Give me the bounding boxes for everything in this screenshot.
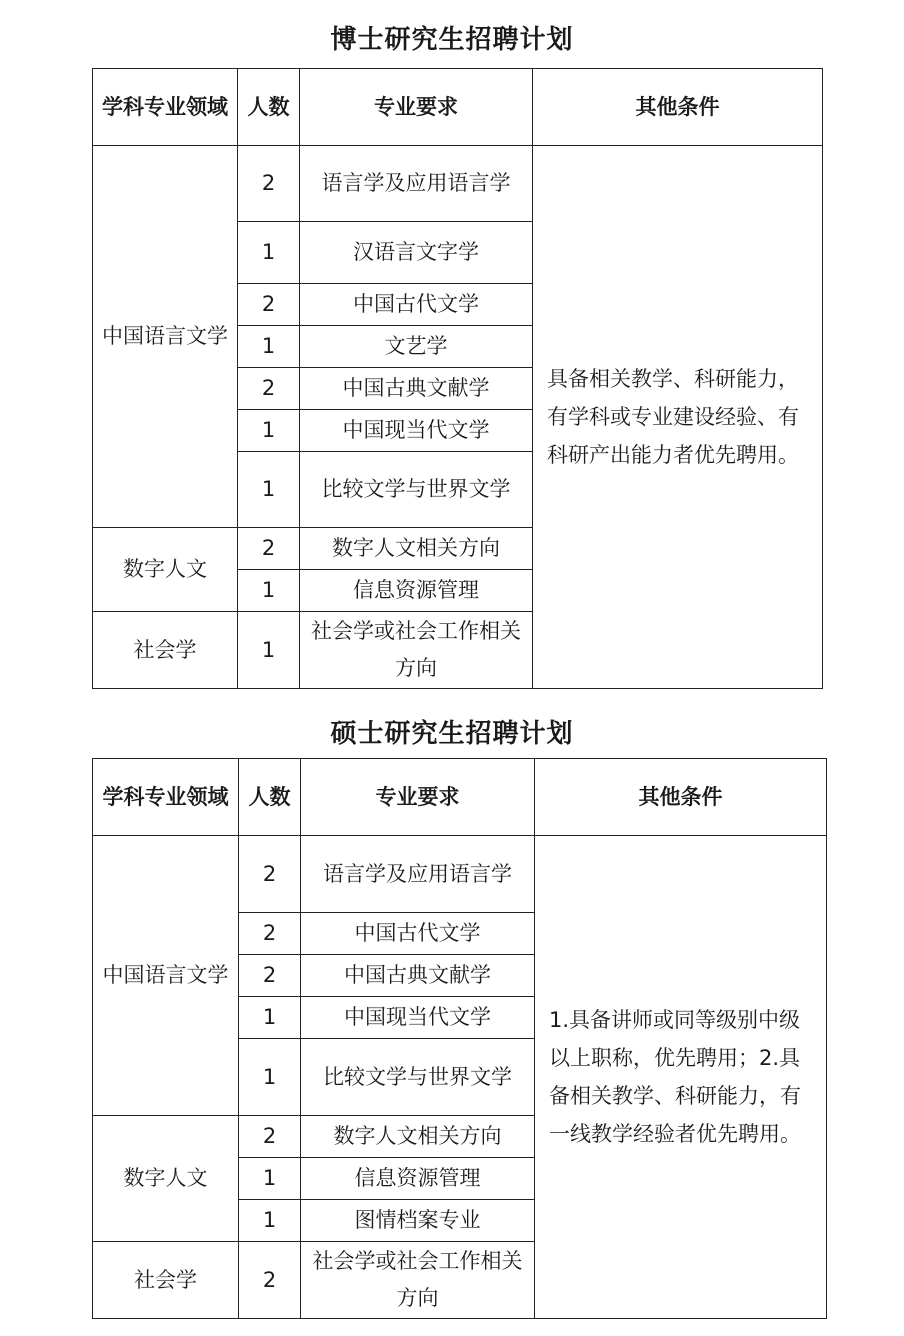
table-row — [93, 146, 823, 222]
count-cell: 1 — [238, 452, 300, 528]
header-requirement: 专业要求 — [300, 69, 533, 146]
requirement-cell: 文艺学 — [300, 326, 533, 368]
count-cell: 2 — [239, 1116, 301, 1158]
field-cell: 数字人文 — [93, 1116, 239, 1242]
count-cell: 2 — [238, 528, 300, 570]
requirement-cell: 语言学及应用语言学 — [300, 146, 533, 222]
table-header-row — [93, 69, 823, 146]
requirement-cell: 数字人文相关方向 — [301, 1116, 535, 1158]
count-cell: 1 — [239, 1039, 301, 1116]
requirement-cell: 中国现当代文学 — [301, 997, 535, 1039]
requirement-cell: 信息资源管理 — [301, 1158, 535, 1200]
header-other: 其他条件 — [533, 69, 823, 146]
table-row — [93, 836, 827, 913]
count-cell: 2 — [238, 284, 300, 326]
field-cell: 数字人文 — [93, 528, 238, 612]
requirement-cell: 语言学及应用语言学 — [301, 836, 535, 913]
requirement-cell: 中国古典文献学 — [300, 368, 533, 410]
header-requirement: 专业要求 — [301, 759, 535, 836]
requirement-cell: 中国现当代文学 — [300, 410, 533, 452]
count-cell: 1 — [239, 1200, 301, 1242]
field-cell: 社会学 — [93, 1242, 239, 1319]
requirement-cell: 数字人文相关方向 — [300, 528, 533, 570]
count-cell: 2 — [238, 368, 300, 410]
count-cell: 1 — [238, 570, 300, 612]
requirement-cell: 信息资源管理 — [300, 570, 533, 612]
count-cell: 2 — [239, 836, 301, 913]
other-conditions-cell: 1.具备讲师或同等级别中级以上职称，优先聘用；2.具备相关教学、科研能力，有一线教学经验者优先聘用。 — [535, 836, 827, 1319]
field-cell: 中国语言文学 — [93, 146, 238, 528]
requirement-cell: 中国古代文学 — [300, 284, 533, 326]
count-cell: 2 — [239, 1242, 301, 1319]
count-cell: 1 — [239, 997, 301, 1039]
header-field: 学科专业领域 — [93, 69, 238, 146]
requirement-cell: 中国古代文学 — [301, 913, 535, 955]
requirement-cell: 汉语言文字学 — [300, 222, 533, 284]
requirement-cell: 比较文学与世界文学 — [300, 452, 533, 528]
requirement-cell: 中国古典文献学 — [301, 955, 535, 997]
count-cell: 2 — [239, 913, 301, 955]
requirement-cell: 社会学或社会工作相关方向 — [301, 1242, 535, 1319]
requirement-cell: 比较文学与世界文学 — [301, 1039, 535, 1116]
header-count: 人数 — [239, 759, 301, 836]
header-field: 学科专业领域 — [93, 759, 239, 836]
doctoral-plan-table — [92, 68, 823, 689]
count-cell: 1 — [238, 222, 300, 284]
count-cell: 2 — [238, 146, 300, 222]
header-other: 其他条件 — [535, 759, 827, 836]
count-cell: 1 — [238, 410, 300, 452]
requirement-cell: 社会学或社会工作相关方向 — [300, 612, 533, 689]
count-cell: 2 — [239, 955, 301, 997]
count-cell: 1 — [239, 1158, 301, 1200]
requirement-cell: 图情档案专业 — [301, 1200, 535, 1242]
other-conditions-cell: 具备相关教学、科研能力，有学科或专业建设经验、有科研产出能力者优先聘用。 — [533, 146, 823, 689]
count-cell: 1 — [238, 326, 300, 368]
masters-plan-table — [92, 758, 827, 1319]
masters-plan-title: 硕士研究生招聘计划 — [330, 719, 574, 749]
doctoral-plan-title: 博士研究生招聘计划 — [330, 25, 574, 55]
field-cell: 中国语言文学 — [93, 836, 239, 1116]
field-cell: 社会学 — [93, 612, 238, 689]
table-header-row — [93, 759, 827, 836]
header-count: 人数 — [238, 69, 300, 146]
count-cell: 1 — [238, 612, 300, 689]
